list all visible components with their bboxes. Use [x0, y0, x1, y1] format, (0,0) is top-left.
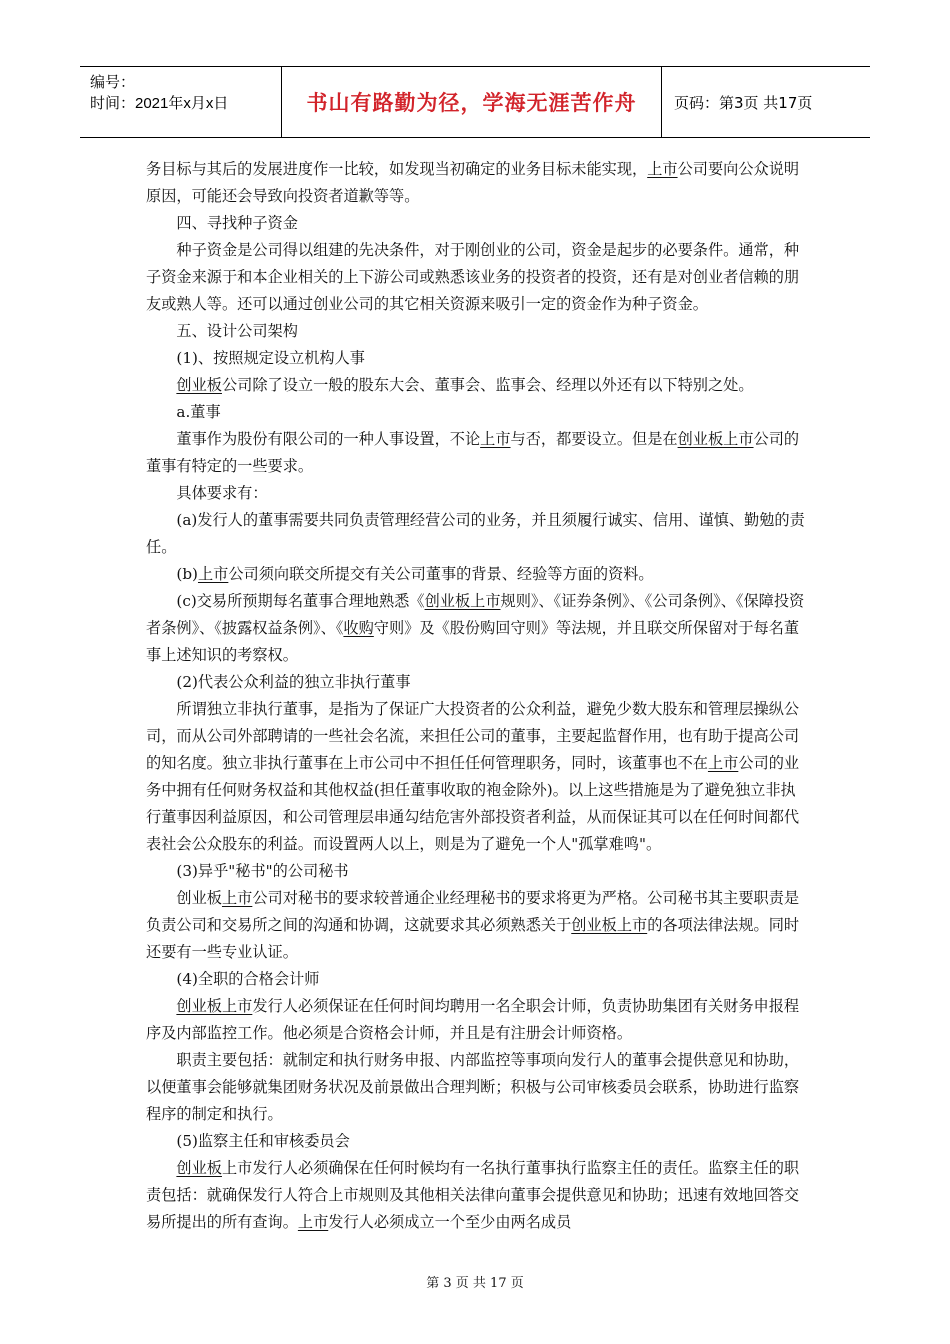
text-run: (a)发行人的董事需要共同负责管理经营公司的业务，并且须履行诚实、信用、谨慎、勤勉的责任。: [146, 511, 805, 556]
document-code-label: 编号：: [90, 74, 136, 91]
text-run: 创业板: [176, 889, 222, 907]
body-paragraph: [146, 885, 806, 966]
text-run: 上市发行人必须确保在任何时候均有一名执行董事执行监察主任的责任。监察主任的职责包括：就确保发行人符合上市规则及其他相关法律向董事会提供意见和协助；迅速有效地回答交易所提出的所有查询。: [146, 1159, 800, 1231]
body-paragraph: [146, 1047, 806, 1128]
page-footer: [0, 1272, 950, 1291]
body-paragraph: [146, 507, 806, 561]
underlined-term: 创业板上市: [571, 916, 648, 934]
body-paragraph: [146, 561, 806, 588]
text-run: 守则》及《股份购回守则》等法规，并且联交所保留对于每名董事上述知识的考察权。: [146, 619, 800, 664]
body-paragraph: [146, 669, 806, 696]
underlined-term: 创业板上市: [424, 592, 501, 610]
text-run: 职责主要包括：就制定和执行财务申报、内部监控等事项向发行人的董事会提供意见和协助，以便董事会能够就集团财务状况及前景做出合理判断；积极与公司审核委员会联系，协助进行监察程序的制定和执行。: [146, 1051, 800, 1123]
underlined-term: 创业板上市: [176, 997, 253, 1015]
text-run: (c)交易所预期每名董事合理地熟悉《: [176, 592, 425, 610]
body-paragraph: [146, 993, 806, 1047]
header-motto-cell: [282, 67, 662, 137]
document-date-label: 时间：2021年x月x日: [90, 95, 229, 112]
text-run: 的各项法律法规。同时还要有一些专业认证。: [146, 916, 800, 961]
text-run: 与否，都要设立。但是在: [510, 430, 678, 448]
text-run: 公司对秘书的要求较普通企业经理秘书的要求将更为严格。公司秘书其主要职责是负责公司和交易所之间的沟通和协调，这就要求其必须熟悉关于: [146, 889, 800, 934]
text-run: (2)代表公众利益的独立非执行董事: [176, 673, 411, 691]
body-paragraph: [146, 399, 806, 426]
text-run: a.董事: [176, 403, 221, 421]
page-header: [80, 66, 870, 138]
text-run: 董事作为股份有限公司的一种人事设置，不论: [176, 430, 481, 448]
body-paragraph: [146, 426, 806, 480]
text-run: 公司的业务中拥有任何财务权益和其他权益(担任董事收取的袍金除外)。以上这些措施是为了避免独立非执行董事因利益原因，和公司管理层串通勾结危害外部投资者利益，从而保证其可以在任何时间都代表社会公众股东的利益。而设置两人以上，则是为了避免一个人"孤掌难鸣"。: [146, 754, 800, 853]
body-paragraph: [146, 588, 806, 669]
text-run: 规则》、《证券条例》、《公司条例》、《保障投资者条例》、《披露权益条例》、《: [146, 592, 805, 637]
body-paragraph: [146, 858, 806, 885]
body-paragraph: [146, 237, 806, 318]
document-body: [146, 156, 806, 1236]
underlined-term: 上市: [197, 565, 229, 583]
text-run: 公司要向公众说明原因，可能还会导致向投资者道歉等等。: [146, 160, 800, 205]
body-paragraph: [146, 1128, 806, 1155]
body-paragraph: [146, 696, 806, 858]
text-run: 务目标与其后的发展进度作一比较，如发现当初确定的业务目标未能实现，: [146, 160, 648, 178]
text-run: 公司须向联交所提交有关公司董事的背景、经验等方面的资料。: [228, 565, 654, 583]
header-page-number: 页码：第3页 共17页: [674, 93, 813, 112]
body-paragraph: [146, 1155, 806, 1236]
underlined-term: 收购: [343, 619, 374, 637]
text-run: (4)全职的合格会计师: [176, 970, 320, 988]
footer-page-number: 第 3 页 共 17 页: [426, 1276, 524, 1291]
text-run: 发行人必须保证在任何时间均聘用一名全职会计师，负责协助集团有关财务申报程序及内部监控工作。他必须是合资格会计师，并且是有注册会计师资格。: [146, 997, 800, 1042]
underlined-term: 创业板: [176, 376, 222, 394]
text-run: (b): [176, 565, 198, 583]
text-run: 发行人必须成立一个至少由两名成员: [328, 1213, 572, 1231]
underlined-term: 上市: [707, 754, 739, 772]
body-paragraph: [146, 480, 806, 507]
underlined-term: 上市: [297, 1213, 329, 1231]
body-paragraph: [146, 345, 806, 372]
text-run: 种子资金是公司得以组建的先决条件，对于刚创业的公司，资金是起步的必要条件。通常，种子资金来源于和本企业相关的上下游公司或熟悉该业务的投资者的投资，还有是对创业者信赖的朋友或熟人等。还可以通过创业公司的其它相关资源来吸引一定的资金作为种子资金。: [146, 241, 800, 313]
header-motto: 书山有路勤为径，学海无涯苦作舟: [306, 91, 637, 115]
text-run: (3)异乎"秘书"的公司秘书: [176, 862, 349, 880]
underlined-term: 上市: [647, 160, 678, 178]
header-info-cell: [80, 67, 282, 137]
text-run: 四、寻找种子资金: [176, 214, 298, 232]
body-paragraph: [146, 372, 806, 399]
body-paragraph: [146, 966, 806, 993]
text-run: 公司的董事有特定的一些要求。: [146, 430, 800, 475]
header-page-cell: [662, 67, 870, 137]
text-run: (5)监察主任和审核委员会: [176, 1132, 350, 1150]
text-run: 具体要求有：: [176, 484, 268, 502]
text-run: 五、设计公司架构: [176, 322, 298, 340]
text-run: (1)、按照规定设立机构人事: [176, 349, 365, 367]
underlined-term: 创业板: [176, 1159, 222, 1177]
underlined-term: 创业板上市: [677, 430, 754, 448]
underlined-term: 上市: [480, 430, 511, 448]
text-run: 公司除了设立一般的股东大会、董事会、监事会、经理以外还有以下特别之处。: [221, 376, 754, 394]
text-run: 所谓独立非执行董事，是指为了保证广大投资者的公众利益，避免少数大股东和管理层操纵公司，而从公司外部聘请的一些社会名流，来担任公司的董事，主要起监督作用，也有助于提高公司的知名度。独立非执行董事在上市公司中不担任任何管理职务，同时，该董事也不在: [146, 700, 800, 772]
body-paragraph: [146, 210, 806, 237]
body-paragraph: [146, 156, 806, 210]
underlined-term: 上市: [221, 889, 253, 907]
body-paragraph: [146, 318, 806, 345]
